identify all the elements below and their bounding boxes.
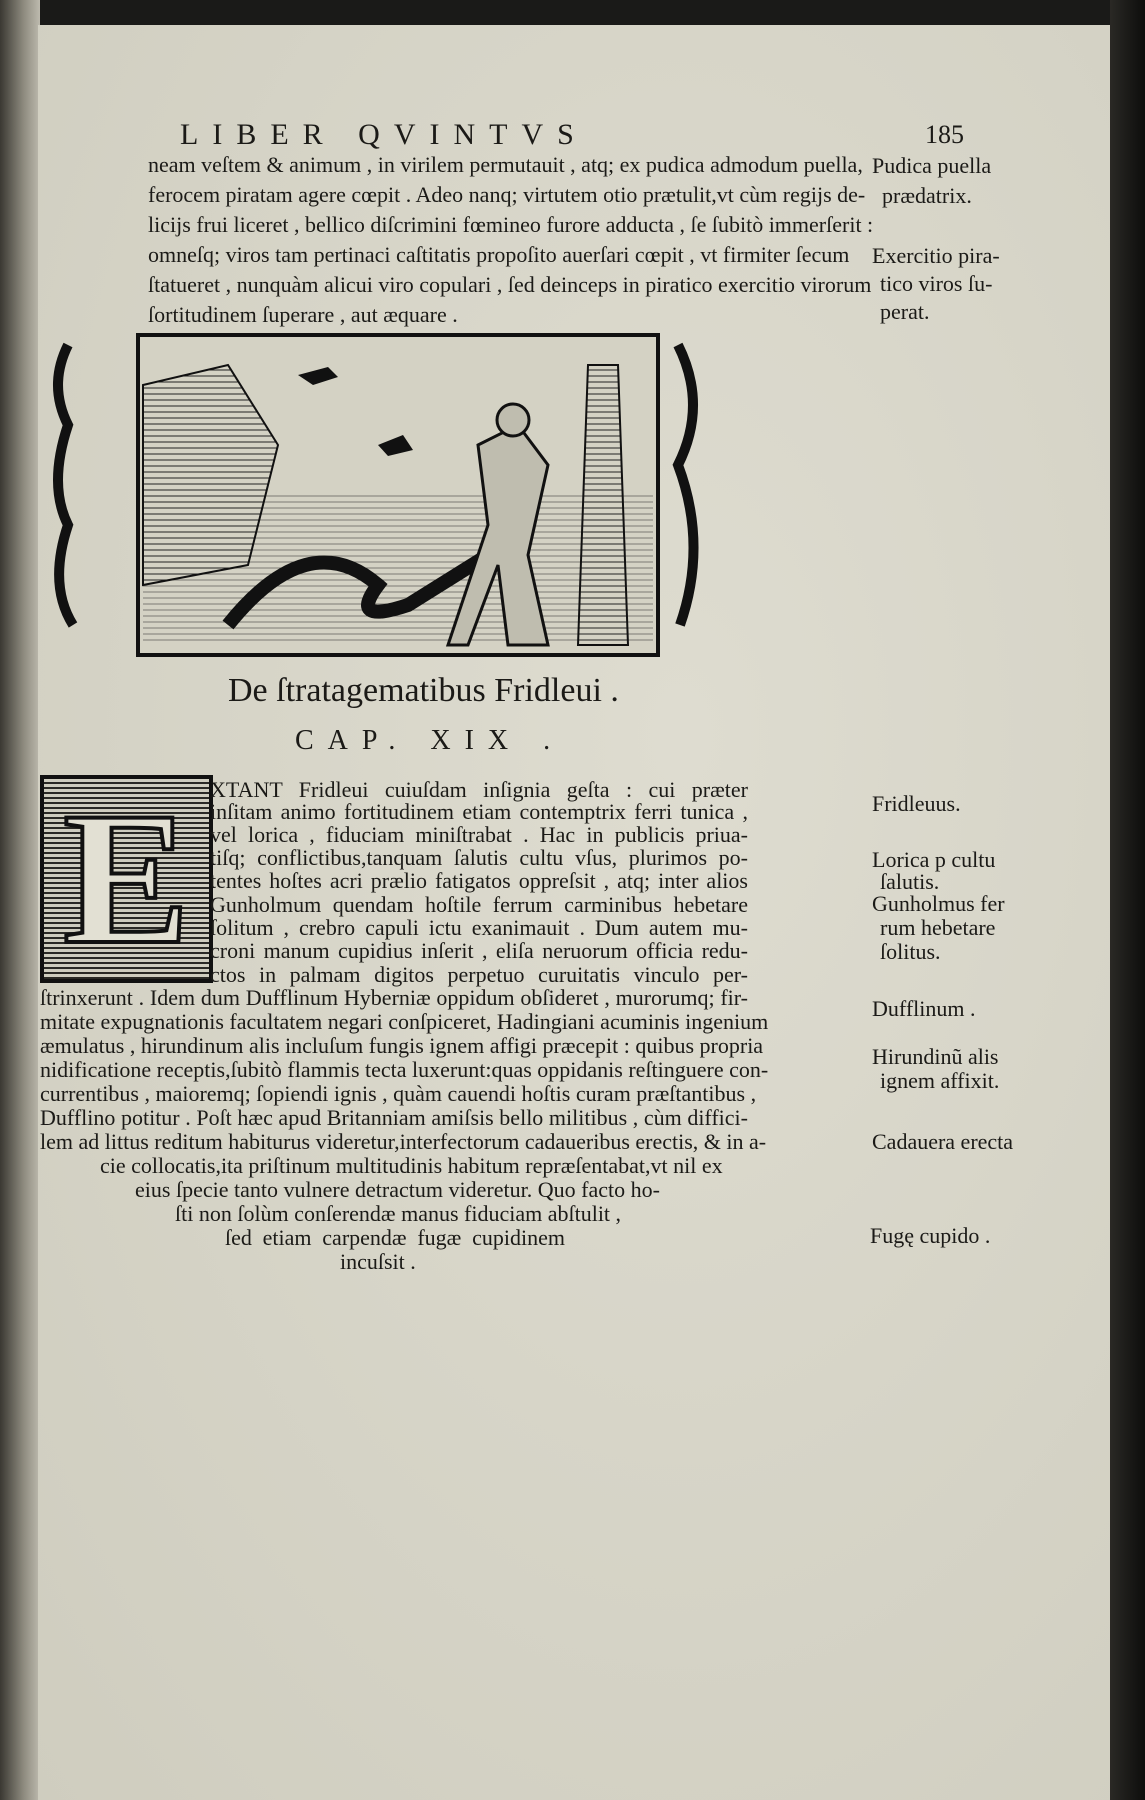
page-number: 185: [925, 120, 964, 149]
marginal-note: Cadauera erecta: [872, 1129, 1014, 1154]
marginal-note: Lorica p cultu: [872, 847, 996, 872]
text-line: XTANT Fridleui cuiuſdam inſignia geſta : cui præter: [210, 777, 748, 802]
text-line: ſed etiam carpendæ fugæ cupidinem: [225, 1225, 565, 1250]
text-line: croni manum cupidius inſerit , eliſa neruorum officia redu-: [210, 938, 748, 963]
marginal-note: Gunholmus fer: [872, 891, 1005, 916]
text-line: ſtatueret , nunquàm alicui viro copulari , ſed deinceps in piratico exercitio virorum: [148, 272, 872, 297]
text-line: Dufflino potitur . Poſt hæc apud Britanniam amiſsis bello militibus , cùm diffici-: [40, 1105, 748, 1130]
marginal-note: Exercitio pira-: [872, 243, 1000, 268]
text-line: eius ſpecie tanto vulnere detractum videretur. Quo facto ho-: [135, 1177, 660, 1202]
text-line: currentibus , maioremq; ſopiendi ignis , quàm cauendi hoſtis curam præſtantibus ,: [40, 1081, 757, 1106]
marginal-note: perat.: [880, 299, 930, 324]
marginal-note: Fridleuus.: [872, 791, 961, 816]
marginal-note: ſalutis.: [880, 869, 940, 894]
ornament-left: [58, 345, 73, 625]
marginal-note: rum hebetare: [880, 915, 996, 940]
text-line: omneſq; viros tam pertinaci caſtitatis propoſito auerſari cœpit , vt firmiter ſecum: [148, 242, 850, 267]
marginal-note: ignem affixit.: [880, 1068, 1000, 1093]
soldiers: [578, 365, 628, 645]
text-line: ſortitudinem ſuperare , aut æquare .: [148, 302, 458, 327]
marginal-note: ſolitus.: [880, 939, 941, 964]
text-line: ſti non ſolùm conſerendæ manus fiduciam abſtulit ,: [175, 1201, 622, 1226]
text-line: æmulatus , hirundinum alis incluſum fungis ignem affigi præcepit : quibus propria: [40, 1033, 764, 1058]
text-line: cie collocatis,ita priſtinum multitudinis habitum repræſentabat,vt nil ex: [100, 1153, 723, 1178]
text-line: licijs frui liceret , bellico diſcrimini fœmineo furore adducta , ſe ſubitò immerſerit :: [148, 212, 874, 237]
running-title: LIBER QVINTVS: [180, 118, 588, 151]
marginal-note: Dufflinum .: [872, 996, 976, 1021]
text-line: ctos in palmam digitos perpetuo curuitatis vinculo per-: [210, 962, 748, 987]
woodcut-illustration: [48, 325, 738, 665]
text-line: incuſsit .: [340, 1249, 416, 1274]
text-line: inſitam animo fortitudinem etiam contemptrix ferri tunica ,: [210, 799, 748, 824]
drop-cap-letter: E: [63, 774, 190, 984]
text-line: ſtrinxerunt . Idem dum Dufflinum Hyberniæ oppidum obſideret , murorumq; fir-: [40, 985, 748, 1010]
book-spine: [0, 0, 40, 1800]
marginal-note: Hirundinũ alis: [872, 1044, 999, 1069]
text-line: mitate expugnationis facultatem negari conſpiceret, Hadingiani acuminis ingenium: [40, 1009, 769, 1034]
text-line: Gunholmum quendam hoſtile ferrum carminibus hebetare: [210, 892, 748, 917]
text-line: vel lorica , fiduciam miniſtrabat . Hac in publicis priua-: [210, 822, 748, 847]
ornament-right: [678, 345, 694, 625]
marginal-note: Fugę cupido .: [870, 1223, 991, 1248]
marginal-note: tico viros ſu-: [880, 271, 993, 296]
text-line: tiſq; conflictibus,tanquam ſalutis cultu vſus, plurimos po-: [210, 845, 748, 870]
text-line: tentes hoſtes acri prælio fatigatos oppreſsit , atq; inter alios: [210, 868, 748, 893]
text-line: lem ad littus reditum habiturus videretur,interfectorum cadaueribus erectis, & in a-: [40, 1129, 767, 1154]
text-line: neam veſtem & animum , in virilem permutauit , atq; ex pudica admodum puella,: [148, 152, 863, 177]
drop-cap: [40, 775, 213, 983]
text-line: nidificatione receptis,ſubitò flammis tecta luxerunt:quas oppidanis reſtinguere con-: [40, 1057, 769, 1082]
chapter-number: CAP. XIX .: [295, 725, 565, 756]
scan-background: [1110, 0, 1145, 1800]
text-line: ferocem piratam agere cœpit . Adeo nanq; virtutem otio prætulit,vt cùm regijs de-: [148, 182, 866, 207]
marginal-note: prædatrix.: [882, 183, 972, 208]
marginal-note: Pudica puella: [872, 153, 992, 178]
chapter-title: De ſtratagematibus Fridleui .: [228, 672, 619, 709]
text-line: ſolitum , crebro capuli ictu exanimauit . Dum autem mu-: [210, 915, 748, 940]
